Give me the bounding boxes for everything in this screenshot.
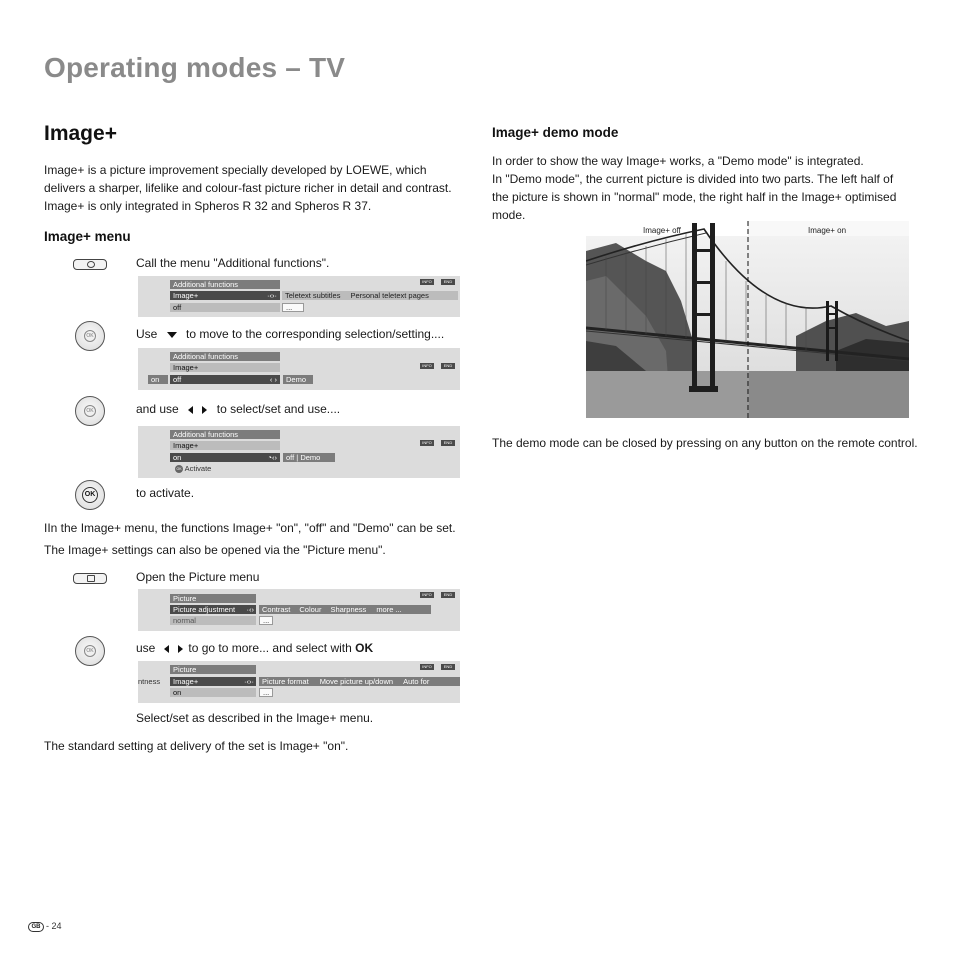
menu-options-row — [282, 291, 458, 300]
left-arrow-icon — [188, 406, 193, 414]
option-sharpness: Sharpness — [330, 605, 367, 614]
option-contrast: Contrast — [262, 605, 291, 614]
additional-functions-key-icon — [73, 259, 107, 270]
step-and-use-suffix: to select/set and use.... — [216, 402, 341, 416]
end-badge: END — [441, 592, 455, 598]
menu-title: Additional functions — [170, 430, 280, 439]
section-heading-image-plus: Image+ — [44, 122, 117, 145]
info-badge: INFO — [420, 279, 434, 285]
step-use-down — [136, 327, 444, 341]
menu-screen-2 — [138, 348, 460, 390]
option-teletext-subtitles: Teletext subtitles — [285, 291, 341, 300]
menu-more: ... — [259, 616, 273, 625]
arrows-icon: ◔‹› — [267, 453, 277, 462]
golden-gate-demo-photo — [586, 221, 909, 418]
menu-value-off: off ‹ › — [170, 375, 280, 384]
end-badge: END — [441, 440, 455, 446]
menu-item-picture-adjustment: Picture adjustment ·‹› — [170, 605, 256, 614]
menu-activate-hint: OK Activate — [176, 464, 212, 473]
step-and-use — [136, 402, 340, 416]
end-badge: END — [441, 279, 455, 285]
menu-screen-1 — [138, 276, 460, 317]
step-use-suffix: to move to the corresponding selection/setting.... — [186, 327, 445, 341]
option-personal-teletext: Personal teletext pages — [350, 291, 429, 300]
step-use2-ok: OK — [355, 641, 374, 655]
menu-title: Picture — [170, 594, 256, 603]
menu-more: ... — [282, 303, 304, 312]
info-badge: INFO — [420, 592, 434, 598]
menu-value-normal: normal — [170, 616, 256, 625]
bridge-illustration — [586, 221, 909, 418]
step-select-set: Select/set as described in the Image+ menu. — [136, 711, 374, 725]
menu-item-image-plus: Image+ — [170, 363, 280, 372]
left-arrow-icon — [164, 645, 169, 653]
info-badge: INFO — [420, 440, 434, 446]
arrows-icon: ‹ › — [269, 375, 277, 384]
down-arrow-icon — [167, 332, 177, 338]
option-picture-format: Picture format — [262, 677, 309, 686]
step-to-activate: to activate. — [136, 486, 195, 500]
demo-intro-paragraph: In order to show the way Image+ works, a "Demo mode" is integrated. — [492, 154, 864, 168]
right-arrow-icon — [178, 645, 183, 653]
menu-option-demo: Demo — [283, 375, 313, 384]
menu-left-sharpness: ntness — [138, 677, 161, 686]
step-call-menu: Call the menu "Additional functions". — [136, 256, 330, 270]
menu-title: Picture — [170, 665, 256, 674]
image-plus-on-label: Image+ on — [808, 226, 847, 235]
menu-item-label: Image+ — [173, 291, 199, 300]
end-badge: END — [441, 363, 455, 369]
step-use-prefix: Use — [136, 327, 158, 341]
ok-key-icon: OK — [75, 480, 105, 510]
step-use2-prefix: use — [136, 641, 156, 655]
arrows-icon: ·‹›· — [244, 677, 254, 686]
menu-item-image-plus — [170, 291, 280, 300]
navigation-key-icon: OK — [75, 396, 105, 426]
option-colour: Colour — [299, 605, 322, 614]
demo-close-paragraph: The demo mode can be closed by pressing on any button on the remote control. — [492, 436, 918, 450]
intro-paragraph: Image+ is a picture improvement specially developed by LOEWE, which delivers a sharper, lifelike and colour-fast picture richer in detail and contrast. Image+ is only integrated in Spheros R 32 and Spheros R 37. — [44, 163, 452, 213]
picture-menu-paragraph: The Image+ settings can also be opened via the "Picture menu". — [44, 543, 386, 557]
navigation-key-icon: OK — [75, 321, 105, 351]
menu-title: Additional functions — [170, 352, 280, 361]
navigation-key-icon: OK — [75, 636, 105, 666]
demo-description-paragraph: In "Demo mode", the current picture is divided into two parts. The left half of the picture is shown in "normal" mode, the right half in the Image+ optimised mode. — [492, 172, 897, 222]
country-badge: GB — [28, 922, 44, 932]
menu-screen-5 — [138, 661, 460, 703]
step-and-use-prefix: and use — [136, 402, 179, 416]
image-plus-menu-heading: Image+ menu — [44, 229, 131, 244]
info-badge: INFO — [420, 363, 434, 369]
menu-title: Additional functions — [170, 280, 280, 289]
menu-options-row — [259, 677, 460, 686]
menu-screen-4 — [138, 589, 460, 631]
step-use2-suffix: to go to more... and select with — [188, 641, 352, 655]
option-move-picture: Move picture up/down — [319, 677, 394, 686]
image-plus-off-label: Image+ off — [643, 226, 681, 235]
menu-value-off: off — [170, 303, 280, 312]
menu-left-on: on — [148, 375, 168, 384]
menu-item-image-plus: Image+ — [170, 441, 280, 450]
ok-mini-icon: OK — [176, 467, 182, 472]
menu-more: ... — [259, 688, 273, 697]
picture-menu-key-icon — [73, 573, 107, 584]
option-more: more ... — [376, 605, 402, 614]
menu-options-off-demo: off | Demo — [283, 453, 335, 462]
arrows-icon: ·‹› — [246, 605, 254, 614]
standard-setting-paragraph: The standard setting at delivery of the set is Image+ "on". — [44, 739, 349, 753]
option-auto-format: Auto for — [403, 677, 430, 686]
info-badge: INFO — [420, 664, 434, 670]
menu-value-on: on — [170, 688, 256, 697]
menu-screen-3 — [138, 426, 460, 478]
end-badge: END — [441, 664, 455, 670]
menu-item-image-plus: Image+ ·‹›· — [170, 677, 256, 686]
functions-paragraph: IIn the Image+ menu, the functions Image+ "on", "off" and "Demo" can be set. — [44, 521, 456, 535]
demo-mode-heading: Image+ demo mode — [492, 125, 619, 140]
arrows-icon: ·‹›· — [267, 291, 277, 300]
page-number: - 24 — [46, 921, 62, 931]
right-arrow-icon — [202, 406, 207, 414]
page-title: Operating modes – TV — [44, 52, 346, 83]
menu-value-on: on ◔‹› — [170, 453, 280, 462]
menu-options-row — [259, 605, 431, 614]
step-open-picture: Open the Picture menu — [136, 570, 260, 584]
step-use-more — [136, 641, 373, 655]
